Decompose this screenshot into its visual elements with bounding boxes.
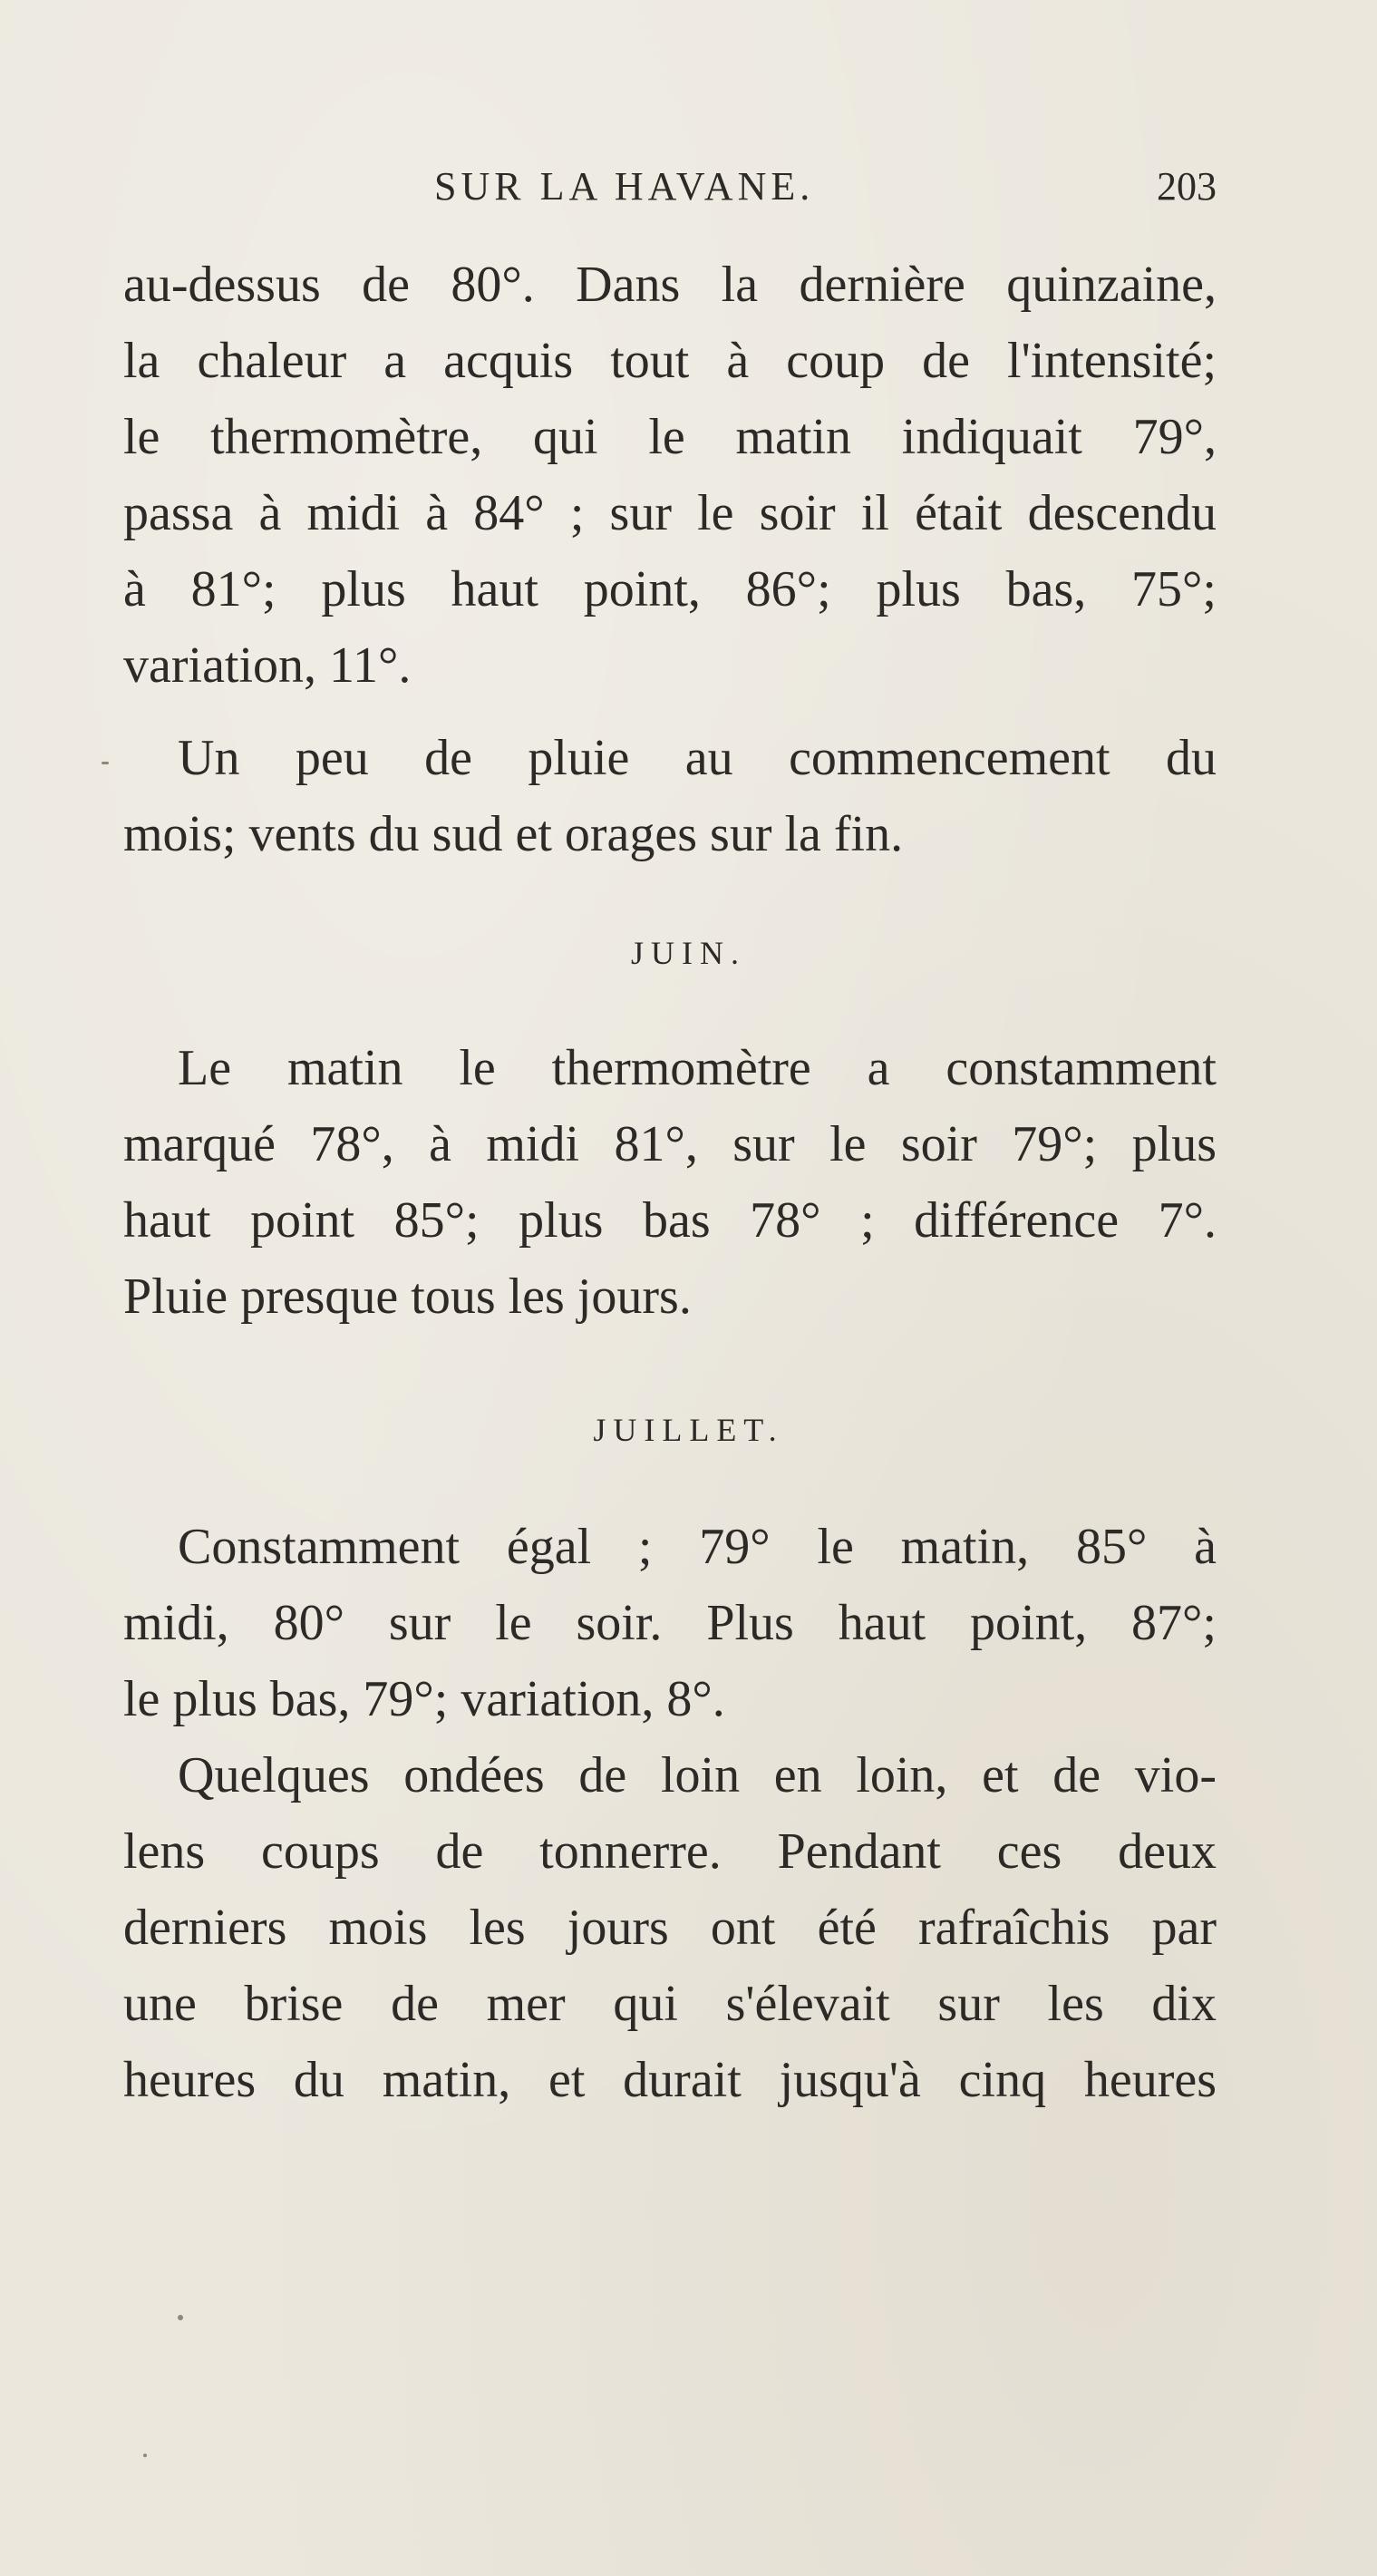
paper-speck: [178, 2315, 183, 2320]
page-header: [123, 163, 1217, 218]
text-line: le plus bas, 79°; variation, 8°.: [123, 1671, 725, 1727]
text-line: au-dessus de 80°. Dans la dernière quinzaine,: [123, 257, 1217, 313]
text-line: lens coups de tonnerre. Pendant ces deux: [123, 1823, 1217, 1880]
text-line: heures du matin, et durait jusqu'à cinq heures: [123, 2052, 1217, 2108]
text-line: haut point 85°; plus bas 78° ; différence 7°.: [123, 1192, 1217, 1249]
text-line: Quelques ondées de loin en loin, et de vio-: [178, 1747, 1217, 1803]
text-line: Pluie presque tous les jours.: [123, 1269, 692, 1325]
text-line: Un peu de pluie au commencement du: [178, 730, 1217, 786]
section-heading-juin: JUIN.: [631, 935, 746, 971]
text-line: passa à midi à 84° ; sur le soir il était descendu: [123, 485, 1217, 541]
paper-speck: [102, 762, 109, 764]
text-line: midi, 80° sur le soir. Plus haut point, 87°;: [123, 1595, 1217, 1651]
text-line: Constamment égal ; 79° le matin, 85° à: [178, 1519, 1217, 1575]
text-line: Le matin le thermomètre a constamment: [178, 1040, 1217, 1096]
text-line: variation, 11°.: [123, 637, 412, 694]
text-line: une brise de mer qui s'élevait sur les dix: [123, 1976, 1217, 2032]
text-line: marqué 78°, à midi 81°, sur le soir 79°; plus: [123, 1116, 1217, 1172]
text-line: le thermomètre, qui le matin indiquait 79°,: [123, 409, 1217, 465]
page-number: 203: [1157, 164, 1217, 209]
text-line: la chaleur a acquis tout à coup de l'intensité;: [123, 333, 1217, 389]
text-line: mois; vents du sud et orages sur la fin.: [123, 806, 904, 862]
text-line: derniers mois les jours ont été rafraîchis par: [123, 1900, 1217, 1956]
paper-speck: [143, 2454, 147, 2457]
text-line: à 81°; plus haut point, 86°; plus bas, 75°;: [123, 561, 1217, 617]
running-title: SUR LA HAVANE.: [434, 164, 815, 209]
section-heading-juillet: JUILLET.: [593, 1412, 784, 1448]
